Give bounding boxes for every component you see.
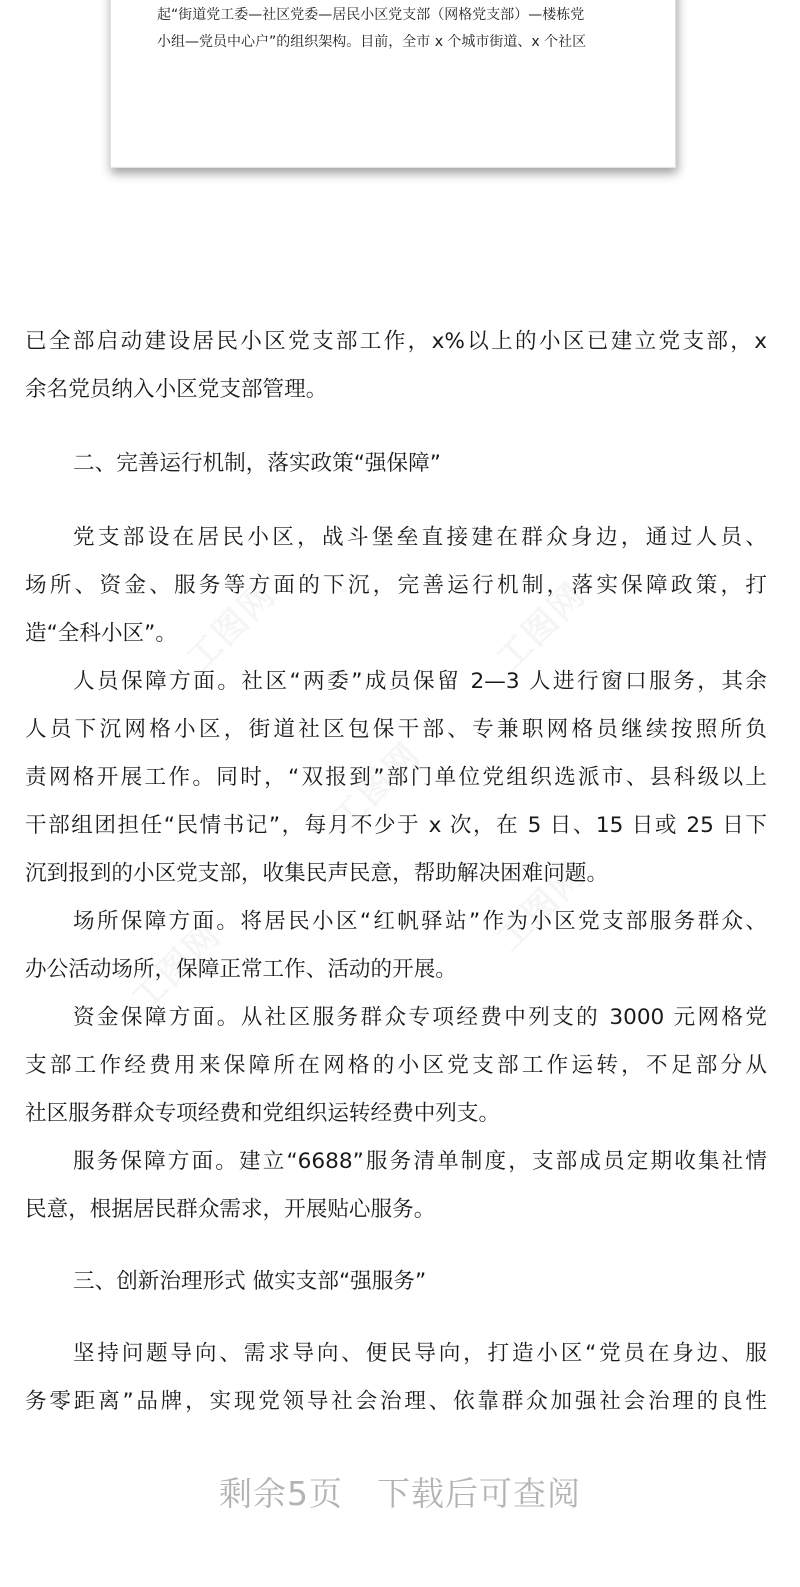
watermark: 工图网 xyxy=(324,734,429,840)
preview-line: 起“街道党工委—社区党委—居民小区党支部（网格党支部）—楼栋党 xyxy=(157,7,585,23)
paragraph-line: 支部工作经费用来保障所在网格的小区党支部工作运转，不足部分从 xyxy=(25,1053,767,1078)
watermark: 工图网 xyxy=(489,574,594,680)
paragraph-line: 场所保障方面。将居民小区“红帆驿站”作为小区党支部服务群众、 xyxy=(73,909,767,934)
paragraph-line: 人员下沉网格小区，街道社区包保干部、专兼职网格员继续按照所负 xyxy=(25,717,767,742)
paragraph-line: 资金保障方面。从社区服务群众专项经费中列支的 3000 元网格党 xyxy=(73,1005,767,1030)
paragraph-line: 责网格开展工作。同时，“双报到”部门单位党组织选派市、县科级以上 xyxy=(25,765,767,790)
paragraph-line: 党支部设在居民小区，战斗堡垒直接建在群众身边，通过人员、 xyxy=(73,525,767,550)
preview-line: 小组—党员中心户”的组织架构。目前，全市 x 个城市街道、x 个社区 xyxy=(157,34,587,50)
paragraph-line: 办公活动场所，保障正常工作、活动的开展。 xyxy=(25,957,457,982)
paragraph-line: 沉到报到的小区党支部，收集民声民意，帮助解决困难问题。 xyxy=(25,861,609,886)
paragraph-line: 社区服务群众专项经费和党组织运转经费中列支。 xyxy=(25,1101,501,1126)
remaining-pages-notice[interactable]: 剩余5页 下载后可查阅 xyxy=(219,1474,581,1513)
preview-page-card xyxy=(110,0,676,168)
paragraph-line: 已全部启动建设居民小区党支部工作，x%以上的小区已建立党支部，x xyxy=(25,329,767,354)
paragraph-line: 干部组团担任“民情书记”，每月不少于 x 次，在 5 日、15 日或 25 日下 xyxy=(25,813,767,838)
paragraph-line: 民意，根据居民群众需求，开展贴心服务。 xyxy=(25,1197,436,1222)
paragraph-line: 务零距离”品牌，实现党领导社会治理、依靠群众加强社会治理的良性 xyxy=(25,1389,767,1414)
paragraph-line: 造“全科小区”。 xyxy=(25,621,177,646)
paragraph-line: 服务保障方面。建立“6688”服务清单制度，支部成员定期收集社情 xyxy=(73,1149,767,1174)
paragraph-line: 场所、资金、服务等方面的下沉，完善运行机制，落实保障政策，打 xyxy=(25,573,767,598)
paragraph-line: 坚持问题导向、需求导向、便民导向，打造小区“党员在身边、服 xyxy=(73,1341,767,1366)
section-heading: 三、创新治理形式 做实支部“强服务” xyxy=(73,1269,427,1294)
watermark: 工图网 xyxy=(489,854,594,960)
section-heading: 二、完善运行机制，落实政策“强保障” xyxy=(73,451,441,476)
paragraph-line: 人员保障方面。社区“两委”成员保留 2—3 人进行窗口服务，其余 xyxy=(73,669,767,694)
paragraph-line: 余名党员纳入小区党支部管理。 xyxy=(25,377,328,402)
watermark: 工图网 xyxy=(179,574,284,680)
watermark: 工图网 xyxy=(124,914,229,1020)
